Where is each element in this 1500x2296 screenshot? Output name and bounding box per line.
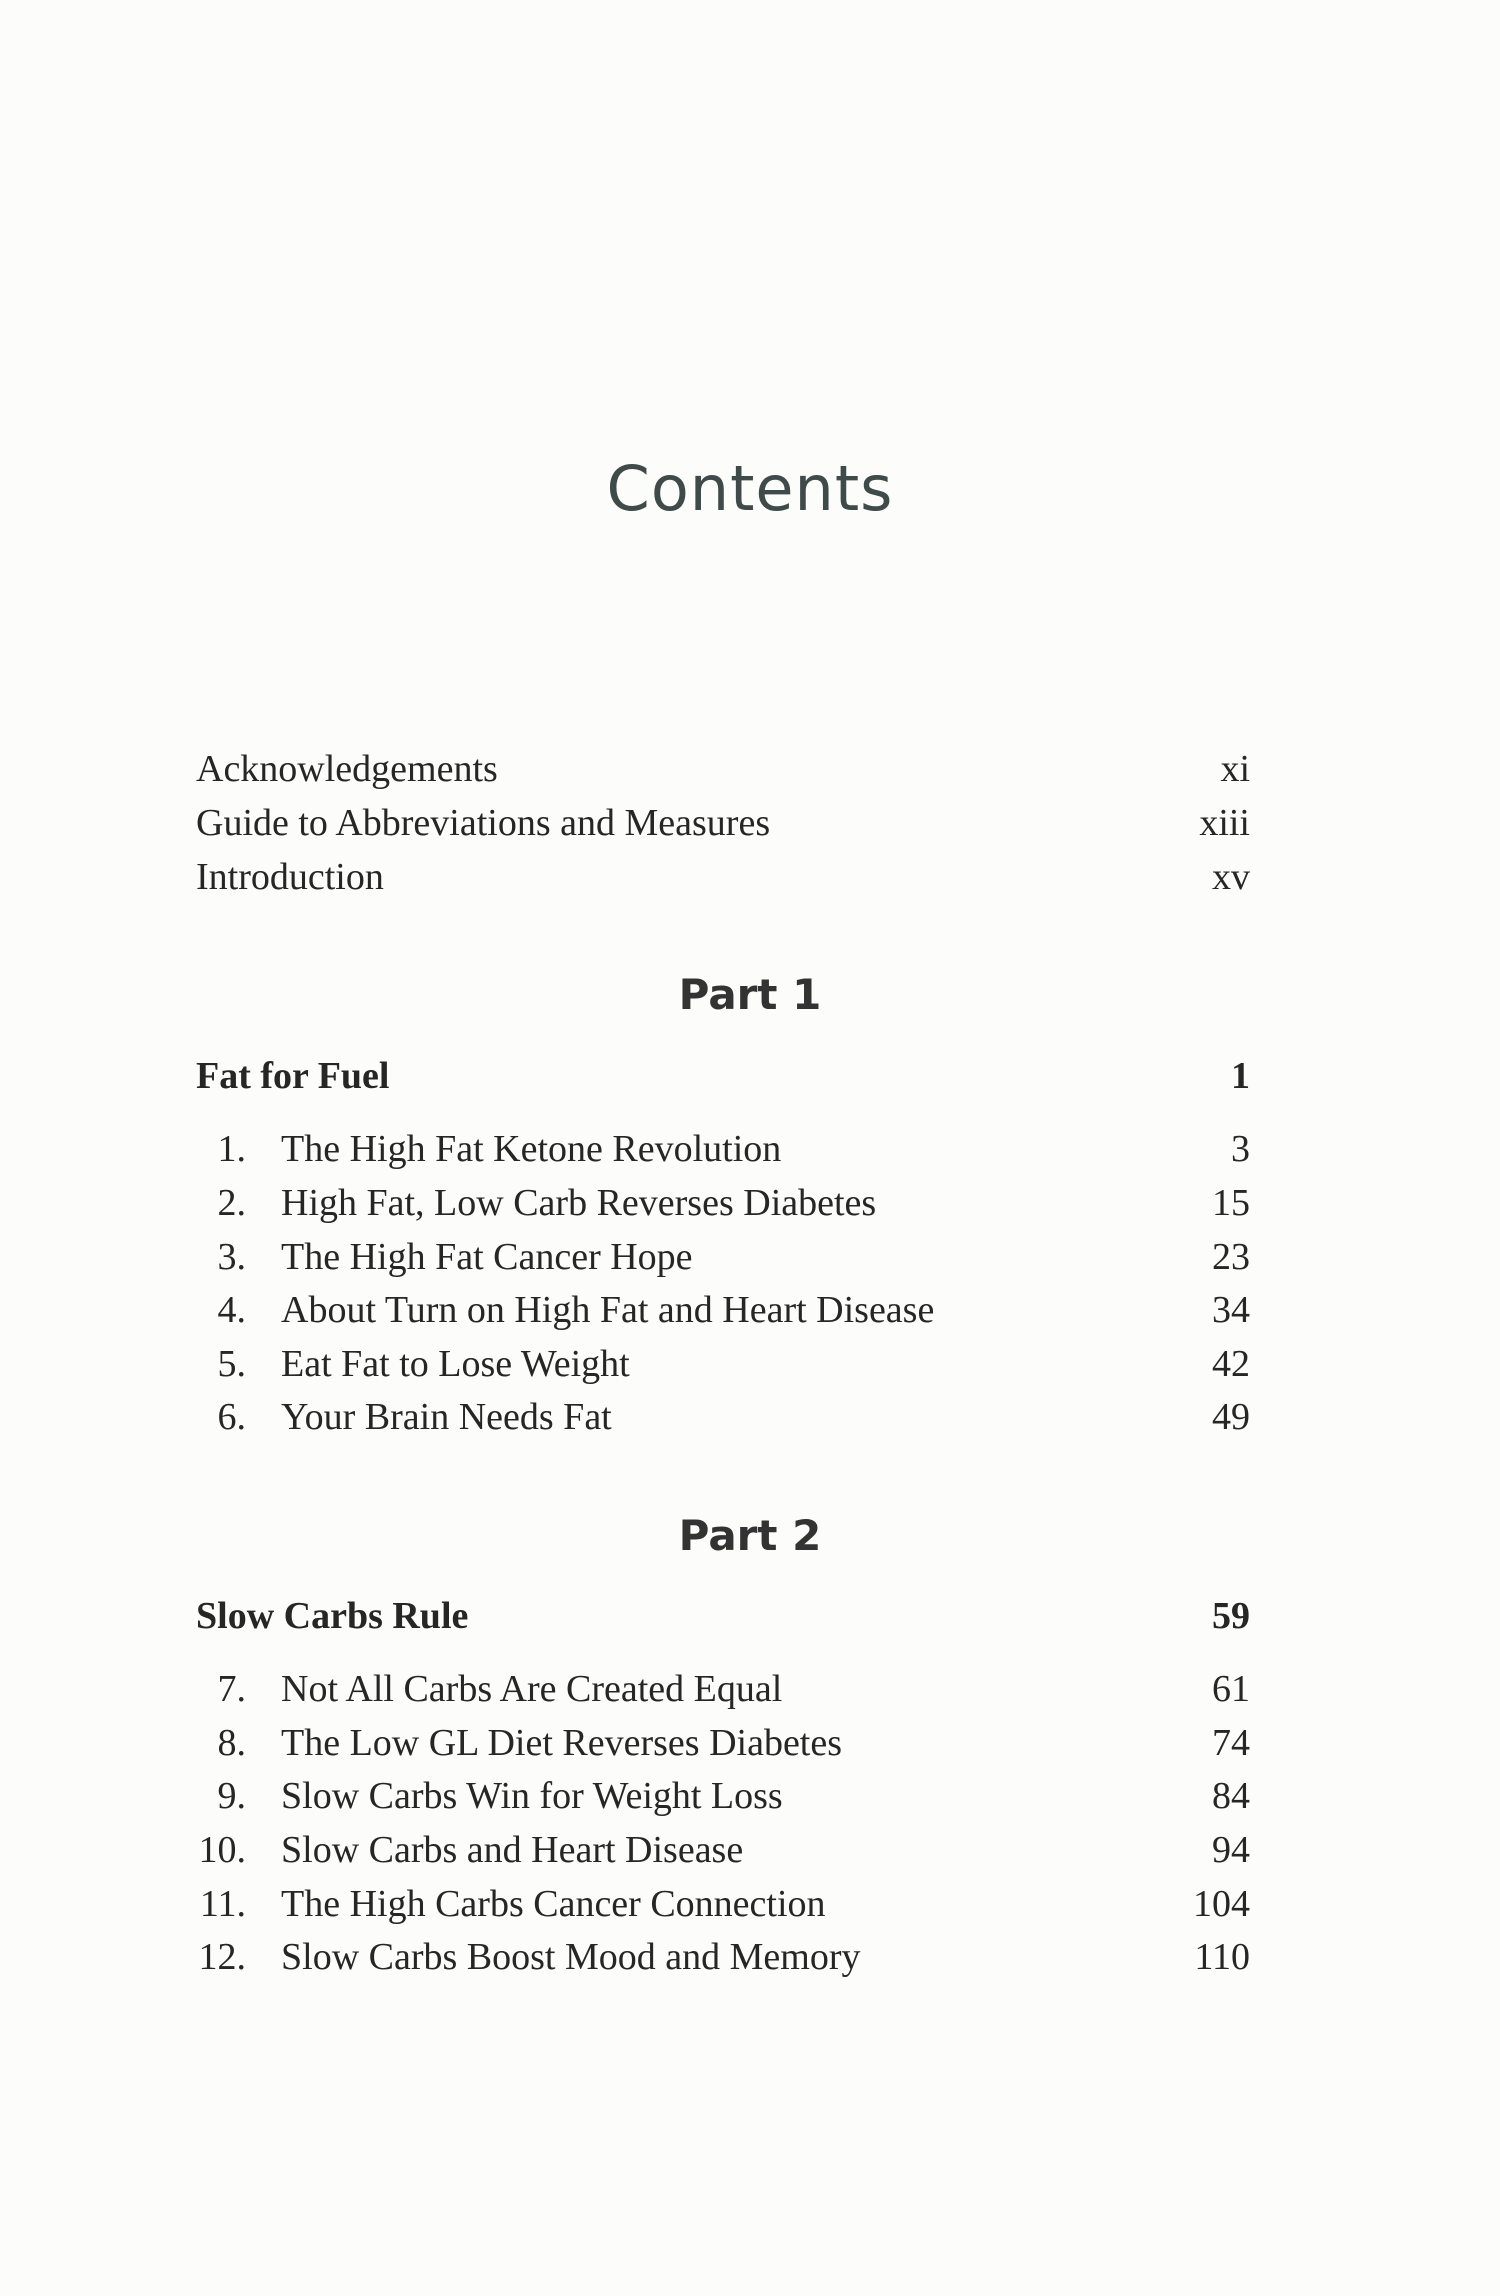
toc-entry-page: xv: [1212, 856, 1250, 898]
chapter-number: 3.: [217, 1236, 246, 1278]
chapter-page: 3: [1231, 1128, 1250, 1170]
toc-chapter-8[interactable]: [196, 1715, 1250, 1771]
chapter-page: 61: [1212, 1668, 1250, 1710]
toc-chapter-6[interactable]: [196, 1389, 1250, 1445]
chapter-label: The High Carbs Cancer Connection: [281, 1883, 826, 1925]
toc-entry-page: 1: [1231, 1055, 1250, 1097]
chapter-number: 12.: [198, 1936, 246, 1978]
chapter-number: 6.: [217, 1396, 246, 1438]
part-1-title-entry[interactable]: [196, 1048, 1250, 1104]
toc-entry-page: xiii: [1199, 802, 1250, 844]
chapter-page: 74: [1212, 1722, 1250, 1764]
chapter-number: 10.: [198, 1829, 246, 1871]
chapter-page: 42: [1212, 1343, 1250, 1385]
chapter-label: The High Fat Ketone Revolution: [281, 1128, 782, 1170]
toc-chapter-10[interactable]: [196, 1822, 1250, 1878]
part-title-label: Fat for Fuel: [196, 1055, 390, 1097]
chapter-label: Slow Carbs Win for Weight Loss: [281, 1775, 783, 1817]
chapter-label: About Turn on High Fat and Heart Disease: [281, 1289, 935, 1331]
chapter-page: 49: [1212, 1396, 1250, 1438]
chapter-label: Slow Carbs and Heart Disease: [281, 1829, 744, 1871]
part-1-heading: Part 1: [678, 970, 822, 1019]
part-2-heading: Part 2: [678, 1511, 822, 1560]
toc-chapter-12[interactable]: [196, 1929, 1250, 1985]
chapter-page: 94: [1212, 1829, 1250, 1871]
part-title-label: Slow Carbs Rule: [196, 1595, 469, 1637]
toc-entry-label: Acknowledgements: [196, 748, 498, 790]
chapter-number: 2.: [217, 1182, 246, 1224]
chapter-number: 8.: [217, 1722, 246, 1764]
chapter-number: 5.: [217, 1343, 246, 1385]
chapter-label: The High Fat Cancer Hope: [281, 1236, 693, 1278]
chapter-page: 23: [1212, 1236, 1250, 1278]
chapter-number: 7.: [217, 1668, 246, 1710]
chapter-page: 110: [1194, 1936, 1250, 1978]
toc-chapter-9[interactable]: [196, 1768, 1250, 1824]
chapter-label: Your Brain Needs Fat: [281, 1396, 612, 1438]
chapter-number: 11.: [199, 1883, 246, 1925]
toc-entry-page: xi: [1220, 748, 1250, 790]
chapter-page: 34: [1212, 1289, 1250, 1331]
toc-chapter-1[interactable]: [196, 1121, 1250, 1177]
chapter-page: 104: [1193, 1883, 1250, 1925]
chapter-label: Eat Fat to Lose Weight: [281, 1343, 630, 1385]
toc-chapter-7[interactable]: [196, 1661, 1250, 1717]
chapter-number: 4.: [217, 1289, 246, 1331]
chapter-label: Slow Carbs Boost Mood and Memory: [281, 1936, 861, 1978]
chapter-label: High Fat, Low Carb Reverses Diabetes: [281, 1182, 877, 1224]
toc-chapter-2[interactable]: [196, 1175, 1250, 1231]
toc-entry-introduction[interactable]: [196, 849, 1250, 905]
toc-entry-acknowledgements[interactable]: [196, 741, 1250, 797]
chapter-page: 15: [1212, 1182, 1250, 1224]
toc-entry-label: Introduction: [196, 856, 384, 898]
chapter-page: 84: [1212, 1775, 1250, 1817]
toc-chapter-4[interactable]: [196, 1282, 1250, 1338]
chapter-number: 9.: [217, 1775, 246, 1817]
chapter-label: Not All Carbs Are Created Equal: [281, 1668, 783, 1710]
chapter-number: 1.: [217, 1128, 246, 1170]
chapter-label: The Low GL Diet Reverses Diabetes: [281, 1722, 843, 1764]
toc-chapter-5[interactable]: [196, 1336, 1250, 1392]
page-title: Contents: [606, 452, 894, 525]
toc-chapter-11[interactable]: [196, 1876, 1250, 1932]
toc-entry-label: Guide to Abbreviations and Measures: [196, 802, 771, 844]
toc-chapter-3[interactable]: [196, 1229, 1250, 1285]
part-2-title-entry[interactable]: [196, 1588, 1250, 1644]
toc-entry-page: 59: [1212, 1595, 1250, 1637]
toc-entry-guide[interactable]: [196, 795, 1250, 851]
